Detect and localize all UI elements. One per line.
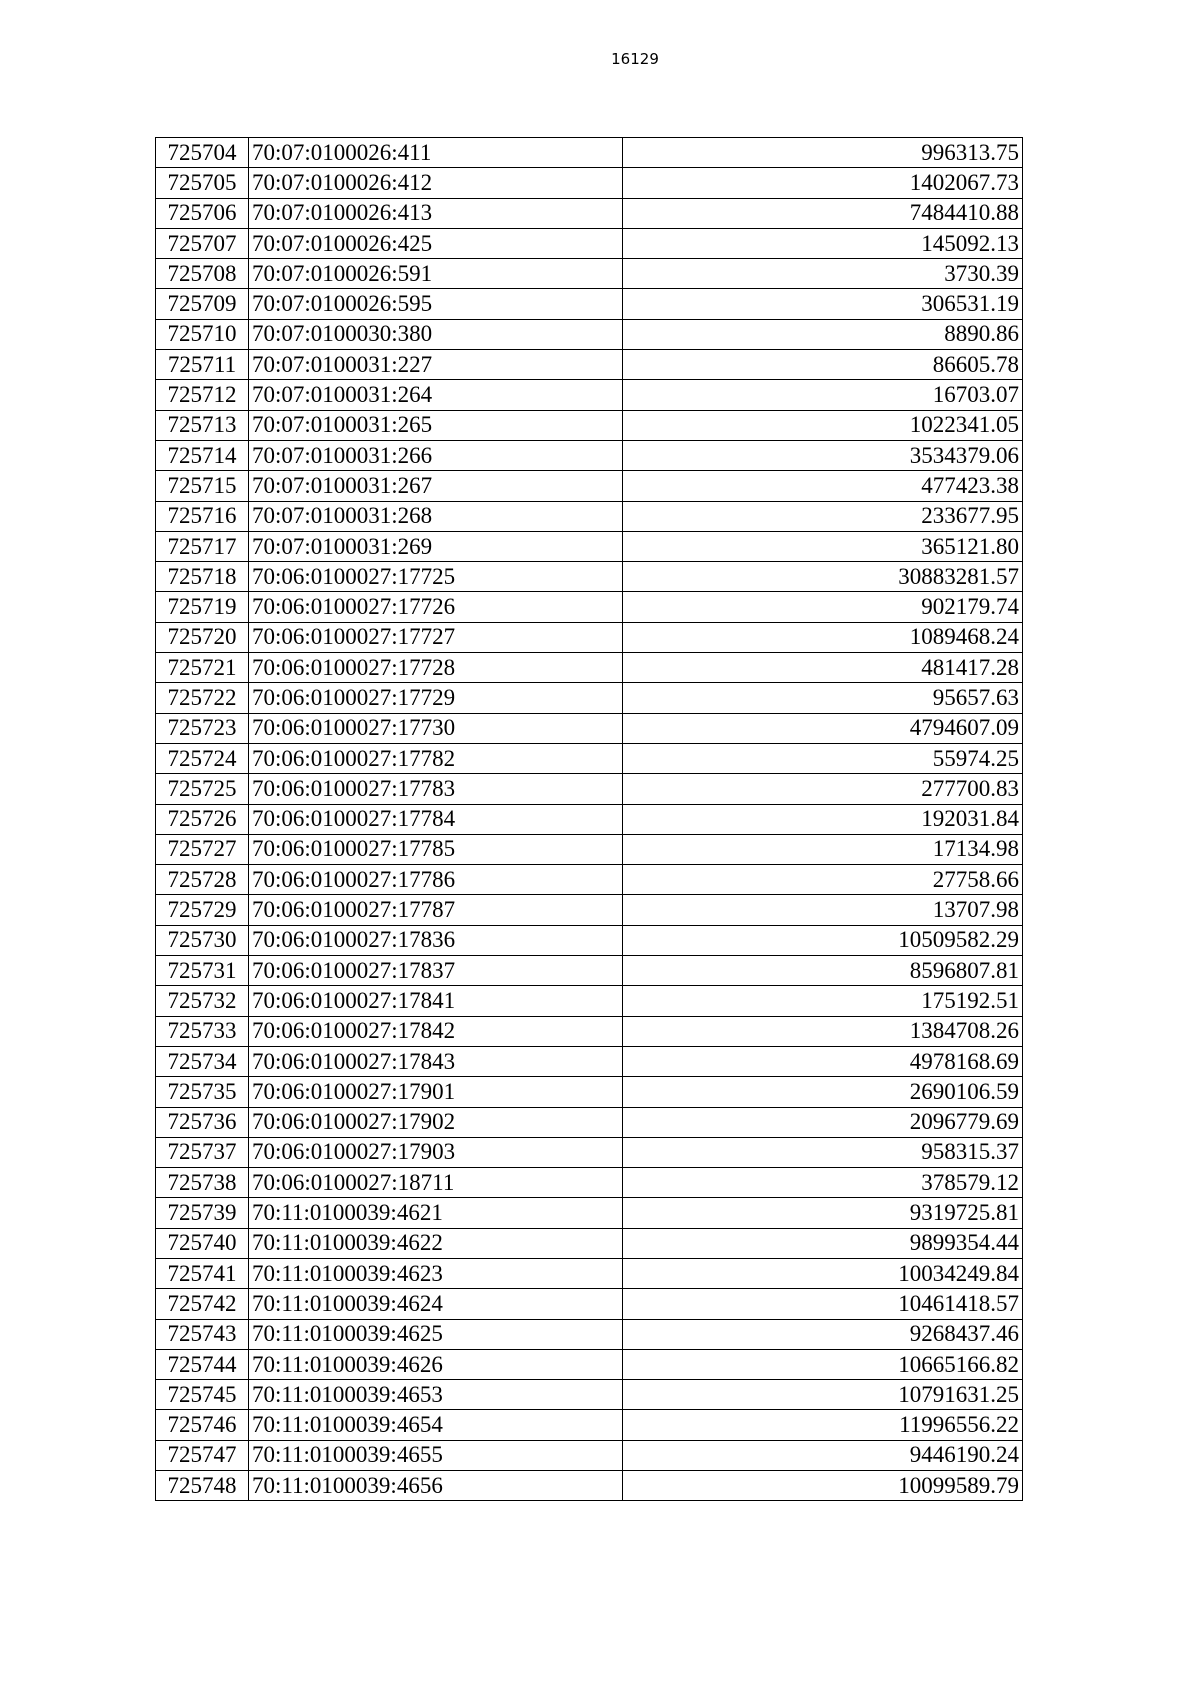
table-row (156, 592, 1023, 622)
cadastral-number-cell: 70:11:0100039:4656 (249, 1471, 623, 1501)
table-row (156, 1319, 1023, 1349)
row-number-cell: 725725 (156, 774, 249, 804)
row-number-cell: 725709 (156, 289, 249, 319)
row-number-cell: 725713 (156, 410, 249, 440)
row-number-cell: 725708 (156, 259, 249, 289)
value-cell: 9446190.24 (623, 1440, 1023, 1470)
cadastral-number-cell: 70:06:0100027:17783 (249, 774, 623, 804)
cadastral-number-cell: 70:06:0100027:17842 (249, 1016, 623, 1046)
row-number-cell: 725741 (156, 1258, 249, 1288)
table-row (156, 198, 1023, 228)
row-number-cell: 725723 (156, 713, 249, 743)
table-row (156, 1410, 1023, 1440)
row-number-cell: 725710 (156, 319, 249, 349)
value-cell: 4794607.09 (623, 713, 1023, 743)
row-number-cell: 725716 (156, 501, 249, 531)
value-cell: 1089468.24 (623, 622, 1023, 652)
value-cell: 233677.95 (623, 501, 1023, 531)
row-number-cell: 725730 (156, 925, 249, 955)
row-number-cell: 725736 (156, 1107, 249, 1137)
value-cell: 11996556.22 (623, 1410, 1023, 1440)
row-number-cell: 725744 (156, 1349, 249, 1379)
value-cell: 10665166.82 (623, 1349, 1023, 1379)
table-row (156, 531, 1023, 561)
table-row (156, 1380, 1023, 1410)
row-number-cell: 725746 (156, 1410, 249, 1440)
row-number-cell: 725726 (156, 804, 249, 834)
cadastral-number-cell: 70:06:0100027:17786 (249, 865, 623, 895)
row-number-cell: 725715 (156, 471, 249, 501)
row-number-cell: 725704 (156, 138, 249, 168)
value-cell: 27758.66 (623, 865, 1023, 895)
value-cell: 10034249.84 (623, 1258, 1023, 1288)
table-row (156, 1198, 1023, 1228)
cadastral-number-cell: 70:06:0100027:17727 (249, 622, 623, 652)
value-cell: 8596807.81 (623, 956, 1023, 986)
table-row (156, 622, 1023, 652)
value-cell: 277700.83 (623, 774, 1023, 804)
cadastral-number-cell: 70:06:0100027:17728 (249, 653, 623, 683)
table-row (156, 501, 1023, 531)
value-cell: 378579.12 (623, 1168, 1023, 1198)
table-row (156, 713, 1023, 743)
row-number-cell: 725728 (156, 865, 249, 895)
row-number-cell: 725705 (156, 168, 249, 198)
cadastral-number-cell: 70:07:0100031:264 (249, 380, 623, 410)
value-cell: 902179.74 (623, 592, 1023, 622)
row-number-cell: 725714 (156, 440, 249, 470)
cadastral-number-cell: 70:11:0100039:4654 (249, 1410, 623, 1440)
value-cell: 9899354.44 (623, 1228, 1023, 1258)
row-number-cell: 725707 (156, 228, 249, 258)
cadastral-number-cell: 70:06:0100027:17843 (249, 1046, 623, 1076)
cadastral-number-cell: 70:11:0100039:4622 (249, 1228, 623, 1258)
cadastral-number-cell: 70:06:0100027:17782 (249, 743, 623, 773)
registry-table (155, 137, 1023, 1501)
table-row (156, 562, 1023, 592)
table-row (156, 289, 1023, 319)
row-number-cell: 725737 (156, 1137, 249, 1167)
cadastral-number-cell: 70:11:0100039:4653 (249, 1380, 623, 1410)
table-row (156, 1471, 1023, 1501)
cadastral-number-cell: 70:06:0100027:17784 (249, 804, 623, 834)
value-cell: 16703.07 (623, 380, 1023, 410)
value-cell: 2096779.69 (623, 1107, 1023, 1137)
row-number-cell: 725747 (156, 1440, 249, 1470)
table-row (156, 319, 1023, 349)
value-cell: 1384708.26 (623, 1016, 1023, 1046)
row-number-cell: 725742 (156, 1289, 249, 1319)
cadastral-number-cell: 70:06:0100027:17836 (249, 925, 623, 955)
row-number-cell: 725729 (156, 895, 249, 925)
table-row (156, 1046, 1023, 1076)
table-row (156, 138, 1023, 168)
table-row (156, 168, 1023, 198)
cadastral-number-cell: 70:06:0100027:17903 (249, 1137, 623, 1167)
value-cell: 13707.98 (623, 895, 1023, 925)
cadastral-number-cell: 70:07:0100026:595 (249, 289, 623, 319)
cadastral-number-cell: 70:07:0100031:227 (249, 350, 623, 380)
cadastral-number-cell: 70:06:0100027:17901 (249, 1077, 623, 1107)
table-row (156, 1137, 1023, 1167)
table-row (156, 653, 1023, 683)
table-row (156, 440, 1023, 470)
row-number-cell: 725748 (156, 1471, 249, 1501)
table-row (156, 895, 1023, 925)
table-row (156, 1258, 1023, 1288)
table-row (156, 1228, 1023, 1258)
row-number-cell: 725740 (156, 1228, 249, 1258)
value-cell: 1022341.05 (623, 410, 1023, 440)
table-row (156, 1440, 1023, 1470)
row-number-cell: 725706 (156, 198, 249, 228)
cadastral-number-cell: 70:06:0100027:17725 (249, 562, 623, 592)
cadastral-number-cell: 70:06:0100027:17787 (249, 895, 623, 925)
value-cell: 9319725.81 (623, 1198, 1023, 1228)
cadastral-number-cell: 70:07:0100031:267 (249, 471, 623, 501)
row-number-cell: 725727 (156, 834, 249, 864)
cadastral-number-cell: 70:11:0100039:4621 (249, 1198, 623, 1228)
value-cell: 1402067.73 (623, 168, 1023, 198)
table-row (156, 471, 1023, 501)
cadastral-number-cell: 70:06:0100027:17837 (249, 956, 623, 986)
cadastral-number-cell: 70:11:0100039:4624 (249, 1289, 623, 1319)
value-cell: 10461418.57 (623, 1289, 1023, 1319)
cadastral-number-cell: 70:06:0100027:17902 (249, 1107, 623, 1137)
table-row (156, 804, 1023, 834)
value-cell: 481417.28 (623, 653, 1023, 683)
cadastral-number-cell: 70:07:0100026:412 (249, 168, 623, 198)
cadastral-number-cell: 70:06:0100027:17730 (249, 713, 623, 743)
table-row (156, 774, 1023, 804)
value-cell: 10791631.25 (623, 1380, 1023, 1410)
row-number-cell: 725738 (156, 1168, 249, 1198)
cadastral-number-cell: 70:07:0100030:380 (249, 319, 623, 349)
row-number-cell: 725745 (156, 1380, 249, 1410)
value-cell: 30883281.57 (623, 562, 1023, 592)
cadastral-number-cell: 70:07:0100026:411 (249, 138, 623, 168)
cadastral-number-cell: 70:06:0100027:17841 (249, 986, 623, 1016)
row-number-cell: 725739 (156, 1198, 249, 1228)
registry-table-body (156, 138, 1023, 1501)
row-number-cell: 725733 (156, 1016, 249, 1046)
value-cell: 477423.38 (623, 471, 1023, 501)
cadastral-number-cell: 70:07:0100031:269 (249, 531, 623, 561)
value-cell: 145092.13 (623, 228, 1023, 258)
table-row (156, 743, 1023, 773)
table-row (156, 1168, 1023, 1198)
row-number-cell: 725718 (156, 562, 249, 592)
row-number-cell: 725731 (156, 956, 249, 986)
table-row (156, 228, 1023, 258)
cadastral-number-cell: 70:06:0100027:17729 (249, 683, 623, 713)
row-number-cell: 725712 (156, 380, 249, 410)
value-cell: 365121.80 (623, 531, 1023, 561)
cadastral-number-cell: 70:11:0100039:4625 (249, 1319, 623, 1349)
row-number-cell: 725721 (156, 653, 249, 683)
row-number-cell: 725732 (156, 986, 249, 1016)
value-cell: 2690106.59 (623, 1077, 1023, 1107)
table-row (156, 1289, 1023, 1319)
cadastral-number-cell: 70:06:0100027:17785 (249, 834, 623, 864)
table-row (156, 380, 1023, 410)
cadastral-number-cell: 70:06:0100027:17726 (249, 592, 623, 622)
row-number-cell: 725734 (156, 1046, 249, 1076)
value-cell: 7484410.88 (623, 198, 1023, 228)
table-row (156, 925, 1023, 955)
table-row (156, 986, 1023, 1016)
cadastral-number-cell: 70:07:0100031:268 (249, 501, 623, 531)
row-number-cell: 725720 (156, 622, 249, 652)
value-cell: 8890.86 (623, 319, 1023, 349)
value-cell: 4978168.69 (623, 1046, 1023, 1076)
value-cell: 10509582.29 (623, 925, 1023, 955)
cadastral-number-cell: 70:07:0100026:591 (249, 259, 623, 289)
table-row (156, 865, 1023, 895)
value-cell: 17134.98 (623, 834, 1023, 864)
value-cell: 86605.78 (623, 350, 1023, 380)
row-number-cell: 725735 (156, 1077, 249, 1107)
table-row (156, 410, 1023, 440)
value-cell: 95657.63 (623, 683, 1023, 713)
value-cell: 192031.84 (623, 804, 1023, 834)
row-number-cell: 725724 (156, 743, 249, 773)
row-number-cell: 725717 (156, 531, 249, 561)
value-cell: 958315.37 (623, 1137, 1023, 1167)
cadastral-number-cell: 70:07:0100026:425 (249, 228, 623, 258)
row-number-cell: 725711 (156, 350, 249, 380)
row-number-cell: 725743 (156, 1319, 249, 1349)
value-cell: 9268437.46 (623, 1319, 1023, 1349)
table-row (156, 1107, 1023, 1137)
value-cell: 306531.19 (623, 289, 1023, 319)
table-row (156, 350, 1023, 380)
page-number: 16129 (611, 50, 659, 68)
cadastral-number-cell: 70:11:0100039:4655 (249, 1440, 623, 1470)
table-row (156, 259, 1023, 289)
value-cell: 3534379.06 (623, 440, 1023, 470)
cadastral-number-cell: 70:07:0100031:266 (249, 440, 623, 470)
cadastral-number-cell: 70:07:0100026:413 (249, 198, 623, 228)
table-row (156, 683, 1023, 713)
value-cell: 175192.51 (623, 986, 1023, 1016)
value-cell: 3730.39 (623, 259, 1023, 289)
value-cell: 55974.25 (623, 743, 1023, 773)
value-cell: 996313.75 (623, 138, 1023, 168)
table-row (156, 956, 1023, 986)
cadastral-number-cell: 70:11:0100039:4626 (249, 1349, 623, 1379)
table-row (156, 1077, 1023, 1107)
cadastral-number-cell: 70:07:0100031:265 (249, 410, 623, 440)
row-number-cell: 725719 (156, 592, 249, 622)
cadastral-number-cell: 70:06:0100027:18711 (249, 1168, 623, 1198)
value-cell: 10099589.79 (623, 1471, 1023, 1501)
row-number-cell: 725722 (156, 683, 249, 713)
table-row (156, 1349, 1023, 1379)
cadastral-number-cell: 70:11:0100039:4623 (249, 1258, 623, 1288)
table-row (156, 834, 1023, 864)
table-row (156, 1016, 1023, 1046)
